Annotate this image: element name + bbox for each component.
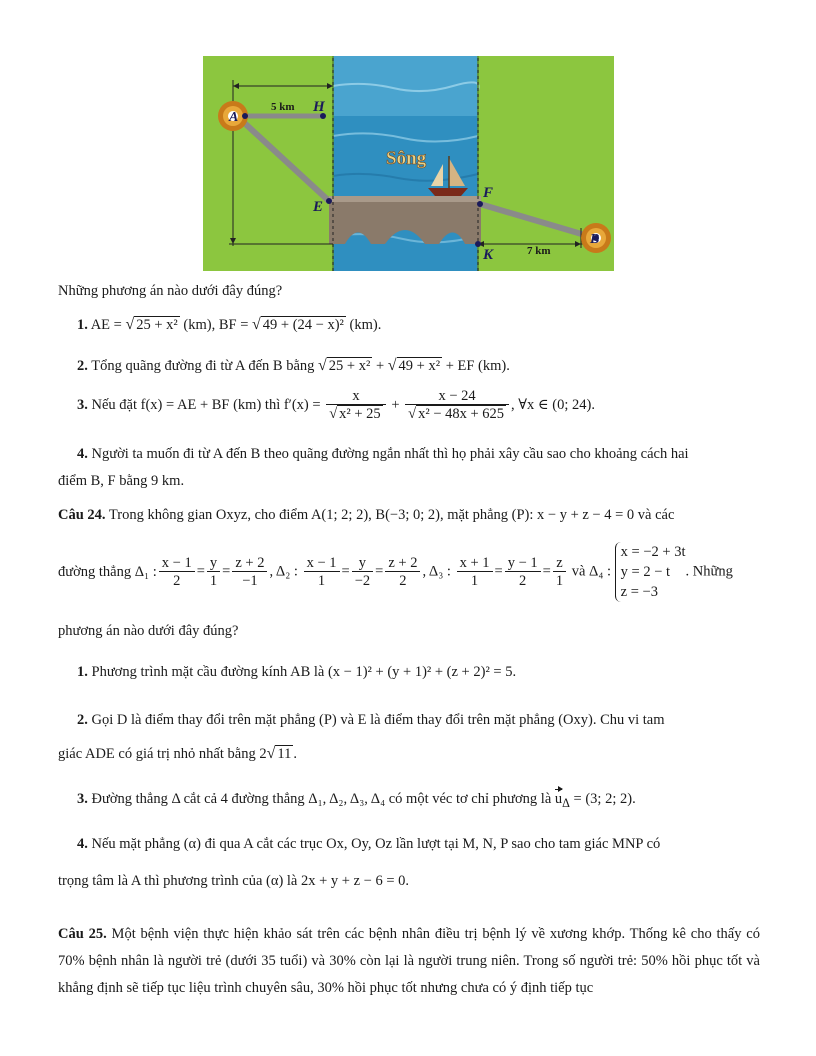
bridge-deck bbox=[329, 202, 481, 214]
q23-statement-4-cont: điểm B, F bằng 9 km. bbox=[58, 473, 185, 489]
label-k: K bbox=[483, 247, 494, 263]
q23-statement-3: 3. Nếu đặt f(x) = AE + BF (km) thì f′(x) = $\frac{x}{\text{√ x² + 25}}$ + $\frac{x - 24}{\text{√ x² − 48x + 625}}$ , ∀x ∈ (0; 24). bbox=[77, 388, 595, 422]
q24-statement-2: 2. Gọi D là điểm thay đổi trên mặt phẳng (P) và E là điểm thay đổi trên mặt phẳng (Oxy). Chu vi tam bbox=[77, 712, 665, 728]
q24-statement-3: 3. Đường thẳng Δ cắt cả 4 đường thẳng Δ₁, Δ₂, Δ₃, Δ₄ có một véc tơ chỉ phương là $u_\Delta = (3$; 2; 2). bbox=[77, 791, 636, 810]
q24-statement-1: 1. Phương trình mặt cầu đường kính AB là (x − 1)² + (y + 1)² + (z + 2)² = 5. bbox=[77, 664, 517, 680]
label-a: A bbox=[229, 110, 239, 125]
river-bridge-figure bbox=[203, 56, 614, 271]
label-f: F bbox=[483, 185, 494, 201]
label-5km: 5 km bbox=[271, 101, 295, 113]
label-e: E bbox=[313, 199, 324, 215]
q24-statement-4-cont: trọng tâm là A thì phương trình của (α) là 2x + y + z − 6 = 0. bbox=[58, 873, 410, 889]
river-bridge-illustration bbox=[203, 56, 614, 271]
label-b: B bbox=[590, 232, 600, 247]
q24-prompt: phương án nào dưới đây đúng? bbox=[58, 623, 239, 639]
delta4-system: x = −2 + 3t y = 2 − t z = −3 bbox=[615, 542, 686, 602]
q23-prompt: Những phương án nào dưới đây đúng? bbox=[58, 283, 283, 299]
label-h: H bbox=[313, 99, 325, 115]
q23-statement-2: 2. Tổng quãng đường đi từ A đến B bằng √ 25 + x² + √ 49 + x² + EF (km). bbox=[77, 357, 510, 374]
q24-lines: đường thẳng Δ₁ : $\frac{x - 1}{2}$ = $\frac{y}{1}$ = $\frac{z + 2}{-1}$ , Δ₂ : $\frac{x - 1}{1}$ = $\frac{y}{-2}$ = $\frac{z + 2}{2}$ , Δ₃ : $\frac{x + 1}{1}$ = $\frac{y - 1}{2}$ = $\frac{z}{1}$ và Δ₄ : x = −2 + 3t y = 2 − t z = −3 . Những bbox=[58, 544, 733, 600]
q24-intro: Câu 24. Trong không gian Oxyz, cho điểm A(1; 2; 2), B(−3; 0; 2), mặt phẳng (P): x − y + z − 4 = 0 và các bbox=[58, 507, 675, 523]
label-7km: 7 km bbox=[527, 245, 551, 257]
q23-statement-4: 4. Người ta muốn đi từ A đến B theo quãng đường ngắn nhất thì họ phải xây cầu sao cho khoảng cách hai bbox=[77, 446, 689, 462]
q25-text: Câu 25. Một bệnh viện thực hiện khảo sát trên các bệnh nhân điều trị bệnh lý về xương khớp. Thống kê cho thấy có 70% bệnh nhân là người trẻ (dưới 35 tuổi) và 30% còn lại là người trung niên. Trong số người trẻ: 50% hồi phục tốt và khẳng định sẽ tiếp tục liệu trình chuyên sâu, 30% hồi phục tốt nhưng chưa có ý định tiếp tục bbox=[58, 926, 760, 996]
label-river: Sông bbox=[386, 148, 427, 169]
q24-statement-2-cont: giác ADE có giá trị nhỏ nhất bằng 2√ 11 . bbox=[58, 745, 297, 762]
q24-statement-4: 4. Nếu mặt phẳng (α) đi qua A cắt các trục Ox, Oy, Oz lần lượt tại M, N, P sao cho tam giác MNP có bbox=[77, 836, 661, 852]
q23-statement-1: 1. AE = √ 25 + x² (km), BF = √ 49 + (24 − x)² (km). bbox=[77, 316, 382, 333]
